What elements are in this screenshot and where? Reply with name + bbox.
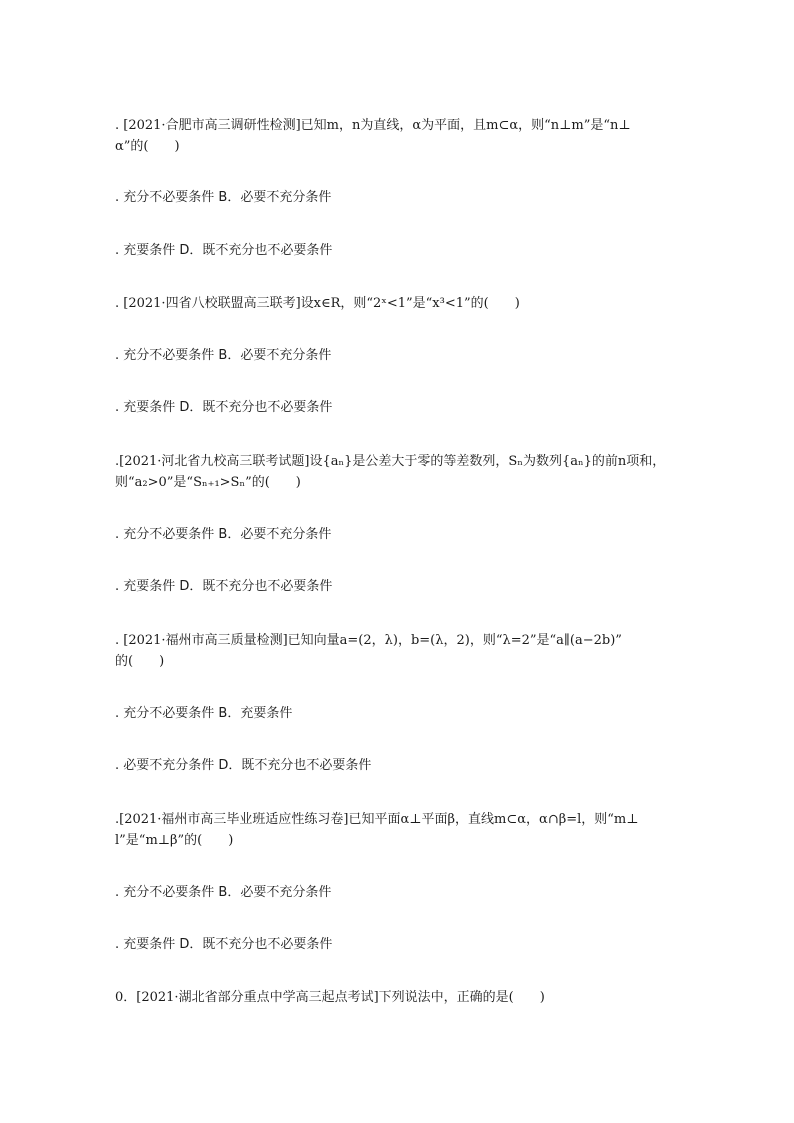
question-1-line-2: [115, 138, 685, 156]
question-6-source: [2021·湖北省部分重点中学高三起点考试]: [136, 990, 379, 1005]
question-4-line-2: [115, 653, 685, 671]
question-5-source: [2021·福州市高三毕业班适应性练习卷]: [119, 812, 349, 827]
question-1-prefix: .: [115, 118, 120, 133]
question-2-option-ab: . 充分不必要条件 B．必要不充分条件: [115, 348, 332, 363]
question-1-options-cd: [115, 242, 685, 260]
question-4-stem-cont: 的( ): [115, 654, 165, 669]
question-3-option-ab: . 充分不必要条件 B．必要不充分条件: [115, 527, 332, 542]
question-5-option-ab: . 充分不必要条件 B．必要不充分条件: [115, 885, 332, 900]
question-2-line-1: [115, 295, 685, 313]
question-5-stem-cont: l”是“m⊥β”的( ): [115, 833, 234, 848]
question-4-line-1: [115, 632, 685, 650]
question-4-options-cd: [115, 757, 685, 775]
question-2-options-ab: [115, 347, 685, 365]
question-5-stem: 已知平面α⊥平面β，直线m⊂α，α∩β=l，则“m⊥: [348, 812, 639, 827]
question-1-option-ab: . 充分不必要条件 B．必要不充分条件: [115, 190, 332, 205]
question-4-source: [2021·福州市高三质量检测]: [123, 633, 288, 648]
question-5-line-2: [115, 832, 685, 850]
question-3-stem-cont: 则“a₂>0”是“Sₙ₊₁>Sₙ”的( ): [115, 475, 301, 490]
question-2-source: [2021·四省八校联盟高三联考]: [123, 296, 301, 311]
question-3-prefix: .: [115, 454, 120, 469]
question-3-line-2: [115, 474, 685, 492]
question-4-stem: 已知向量a=(2，λ)，b=(λ，2)，则“λ=2”是“a∥(a−2b)”: [287, 633, 622, 648]
question-2-prefix: .: [115, 296, 120, 311]
question-1-options-ab: [115, 189, 685, 207]
question-4-option-ab: . 充分不必要条件 B．充要条件: [115, 706, 293, 721]
question-1-source: [2021·合肥市高三调研性检测]: [123, 118, 301, 133]
question-3-stem: 设{aₙ}是公差大于零的等差数列，Sₙ为数列{aₙ}的前n项和，: [309, 454, 666, 469]
question-4-options-ab: [115, 705, 685, 723]
question-3-line-1: [115, 453, 685, 471]
question-6-stem: 下列说法中，正确的是( ): [378, 990, 545, 1005]
question-5-options-cd: [115, 936, 685, 954]
question-5-options-ab: [115, 884, 685, 902]
question-5-option-cd: . 充要条件 D．既不充分也不必要条件: [115, 937, 333, 952]
question-1-stem-cont: α”的( ): [115, 139, 180, 154]
question-1-line-1: [115, 117, 685, 135]
question-3-source: [2021·河北省九校高三联考试题]: [119, 454, 310, 469]
question-2-option-cd: . 充要条件 D．既不充分也不必要条件: [115, 400, 333, 415]
question-2-stem: 设x∈R，则“2ˣ<1”是“x³<1”的( ): [300, 296, 520, 311]
question-1-stem: 已知m，n为直线，α为平面，且m⊂α，则“n⊥m”是“n⊥: [300, 118, 631, 133]
question-2-options-cd: [115, 399, 685, 417]
question-5-prefix: .: [115, 812, 120, 827]
question-6-line-1: [115, 989, 685, 1007]
question-5-line-1: [115, 811, 685, 829]
question-6-prefix: 0．: [115, 990, 137, 1005]
question-3-option-cd: . 充要条件 D．既不充分也不必要条件: [115, 579, 333, 594]
question-4-option-cd: . 必要不充分条件 D．既不充分也不必要条件: [115, 758, 372, 773]
question-4-prefix: .: [115, 633, 120, 648]
question-3-options-cd: [115, 578, 685, 596]
question-1-option-cd: . 充要条件 D．既不充分也不必要条件: [115, 243, 333, 258]
question-3-options-ab: [115, 526, 685, 544]
